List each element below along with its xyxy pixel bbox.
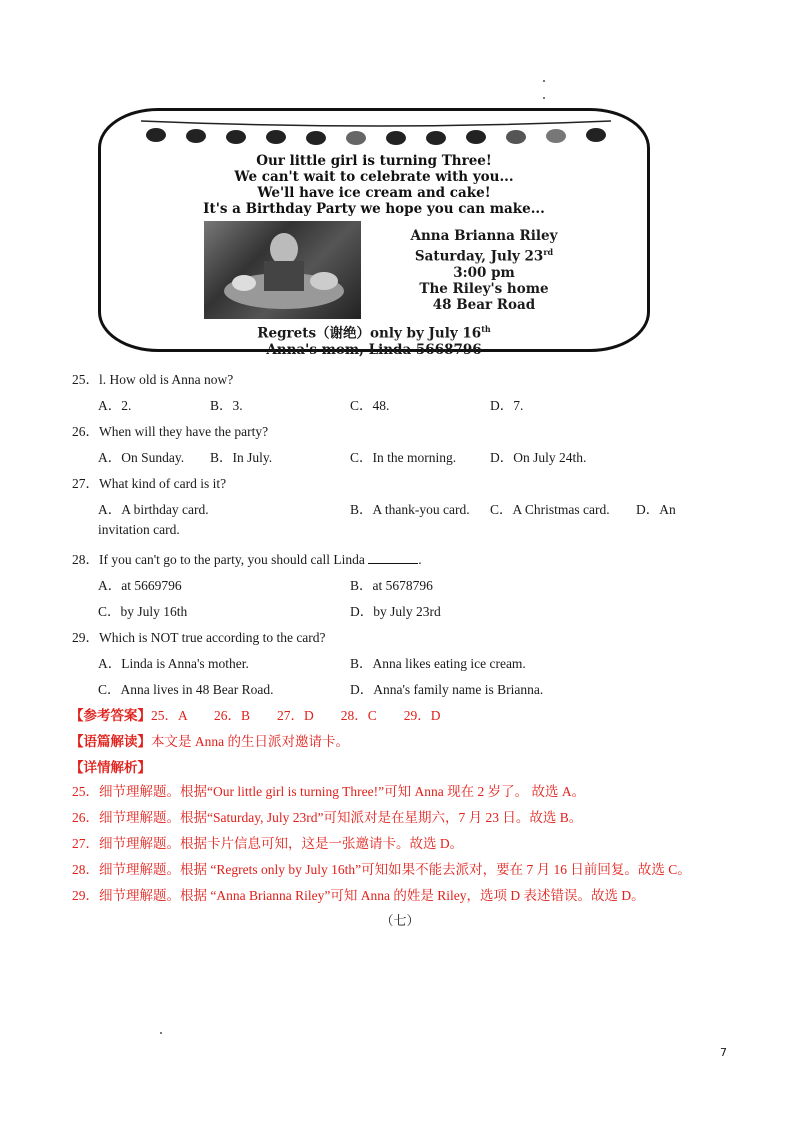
option: C．by July 16th [98, 604, 188, 619]
analysis-item: 27．细节理解题。根据卡片信息可知，这是一张邀请卡。故选 D。 [72, 836, 464, 851]
option: A．A birthday card. [98, 502, 209, 517]
party-time: 3:00 pm [453, 264, 515, 281]
option: D．7. [490, 398, 524, 413]
regrets-line: Regrets（谢绝）only by July 16th [257, 324, 491, 342]
answer-blank [368, 552, 418, 564]
party-details [384, 228, 584, 313]
party-place: The Riley's home [419, 280, 549, 297]
option: A．Linda is Anna's mother. [98, 656, 249, 671]
option: B．A thank-you card. [350, 502, 470, 517]
analysis-heading: 【详情解析】 [70, 760, 151, 775]
card-line: It's a Birthday Party we hope you can make... [203, 201, 545, 217]
analysis-item: 25．细节理解题。根据“Our little girl is turning Three!”可知 Anna 现在 2 岁了。 故选 A。 [72, 784, 586, 799]
answer-key: 【参考答案】25．A 26．B 27．D 28．C 29．D [70, 708, 441, 723]
option: A．at 5669796 [98, 578, 182, 593]
analysis-item: 28．细节理解题。根据 “Regrets only by July 16th”可知如果不能去派对，要在 7 月 16 日前回复。故选 C。 [72, 862, 691, 877]
child-name: Anna Brianna Riley [410, 228, 558, 244]
option: B．Anna likes eating ice cream. [350, 656, 526, 671]
regrets-info [101, 321, 647, 358]
option: A．On Sunday. [98, 450, 185, 465]
card-line: We can't wait to celebrate with you... [234, 169, 514, 185]
option-wrap: invitation card. [98, 522, 180, 537]
birthday-photo [204, 221, 361, 319]
invitation-card [98, 108, 650, 358]
contact-line: Anna's mom, Linda 5668796 [266, 341, 482, 358]
analysis-item: 29．细节理解题。根据 “Anna Brianna Riley”可知 Anna 的姓是 Riley，选项 D 表述错误。故选 D。 [72, 888, 645, 903]
option: D．An [636, 502, 676, 517]
card-line: We'll have ice cream and cake! [257, 185, 491, 201]
option: B．3. [210, 398, 243, 413]
option: B．at 5678796 [350, 578, 433, 593]
section-label: （七） [380, 913, 420, 928]
question-27: 27．What kind of card is it? [72, 476, 227, 491]
question-28: 28．If you can't go to the party, you should call Linda . [72, 552, 422, 567]
option: D．by July 23rd [350, 604, 441, 619]
garland-decoration [141, 117, 611, 147]
photo-image [204, 221, 361, 319]
option: C．Anna lives in 48 Bear Road. [98, 682, 274, 697]
card-line: Our little girl is turning Three! [256, 153, 492, 169]
party-date: Saturday, July 23rd [414, 247, 554, 265]
option: C．A Christmas card. [490, 502, 610, 517]
question-25: 25．l. How old is Anna now? [72, 372, 234, 387]
party-address: 48 Bear Road [432, 296, 536, 313]
question-29: 29．Which is NOT true according to the card? [72, 630, 326, 645]
option: C．In the morning. [350, 450, 457, 465]
question-26: 26．When will they have the party? [72, 424, 269, 439]
option: D．On July 24th. [490, 450, 587, 465]
option: D．Anna's family name is Brianna. [350, 682, 544, 697]
option: A．2. [98, 398, 132, 413]
page-number: 7 [720, 1046, 727, 1059]
analysis-item: 26．细节理解题。根据“Saturday, July 23rd”可知派对是在星期六，7 月 23 日。故选 B。 [72, 810, 583, 825]
option: B．In July. [210, 450, 273, 465]
option: C．48. [350, 398, 390, 413]
reading-summary: 【语篇解读】本文是 Anna 的生日派对邀请卡。 [70, 734, 349, 749]
